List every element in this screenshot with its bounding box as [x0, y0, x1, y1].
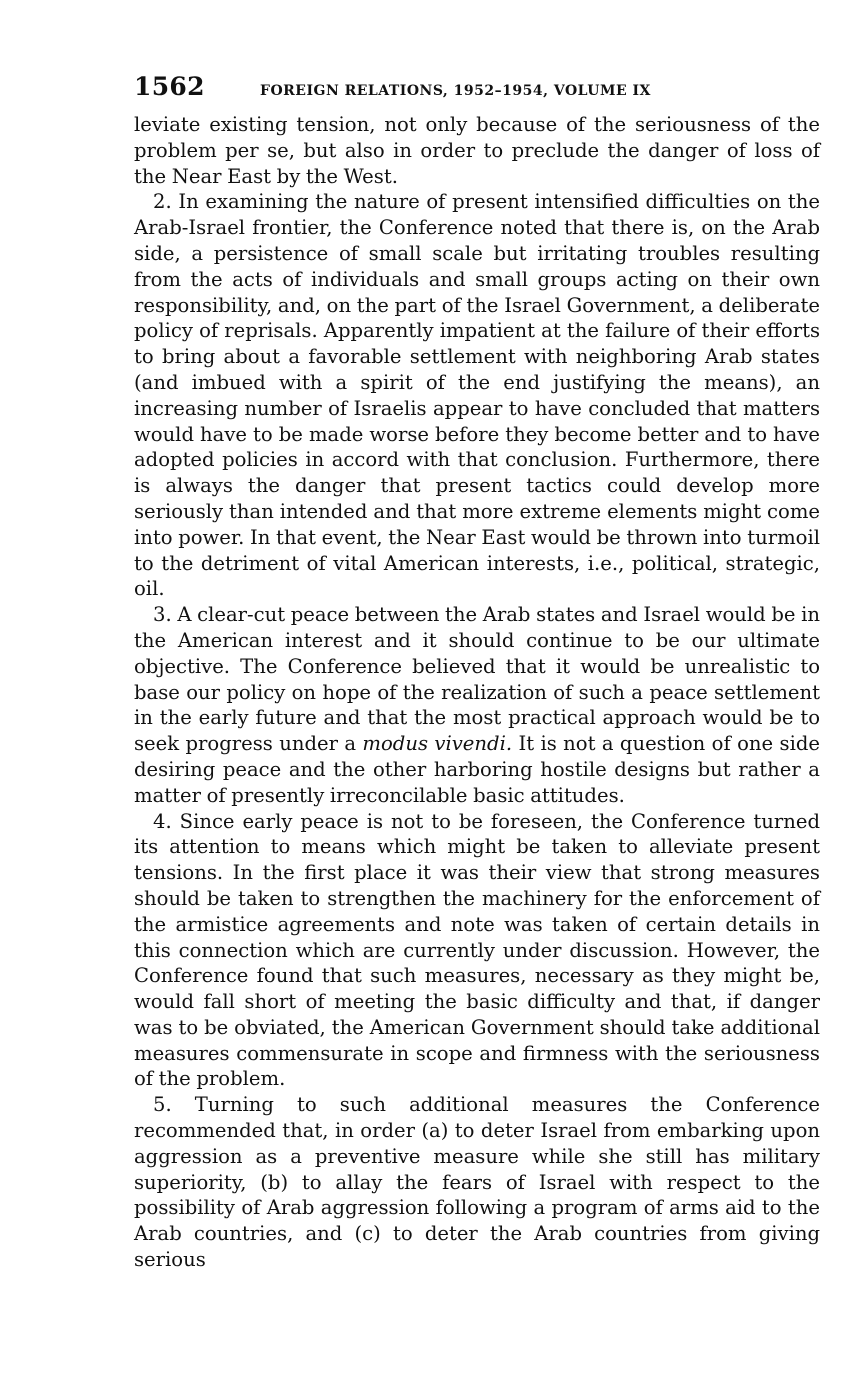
paragraph-4: 4. Since early peace is not to be foreseen, the Conference turned its attention to means which might be taken to alleviate present tensions. In the first place it was their view that strong measures should be taken to strengthen the machinery for the enforcement of the armistice agreements and note was taken of certain details in this connection which are currently under discussion. However, the Conference found that such measures, necessary as they might be, would fall short of meeting the basic difficulty and that, if danger was to be obviated, the American Government should take additional measures commensurate in scope and firmness with the seriousness of the problem.: [134, 809, 820, 1091]
paragraph-3: [134, 602, 820, 808]
page-header: [134, 72, 820, 106]
paragraph-3-text-before: 3. A clear-cut peace between the Arab states and Israel would be in the American interest and it should continue to be our ultimate objective. The Conference believed that it would be unrealistic to base our policy on hope of the realization of such a peace settlement in the early future and that the most practical approach would be to seek progress under a: [134, 603, 820, 756]
document-page: [134, 72, 820, 1273]
running-head: FOREIGN RELATIONS, 1952–1954, VOLUME IX: [260, 83, 651, 99]
paragraph-5: 5. Turning to such additional measures the Conference recommended that, in order (a) to deter Israel from embarking upon aggression as a preventive measure while she still has military superiority, (b) to allay the fears of Israel with respect to the possibility of Arab aggression following a program of arms aid to the Arab countries, and (c) to deter the Arab countries from giving serious: [134, 1093, 820, 1272]
body-text: [134, 112, 820, 1273]
paragraph-2: 2. In examining the nature of present intensified difficulties on the Arab-Israel frontier, the Conference noted that there is, on the Arab side, a persistence of small scale but irritating troubles resulting from the acts of individuals and small groups acting on their own responsibility, and, on the part of the Israel Government, a deliberate policy of reprisals. Apparently impatient at the failure of their efforts to bring about a favorable settlement with neighboring Arab states (and imbued with a spirit of the end justifying the means), an increasing number of Israelis appear to have concluded that matters would have to be made worse before they become better and to have adopted policies in accord with that conclusion. Furthermore, there is always the danger that present tactics could develop more seriously than intended and that more extreme elements might come into power. In that event, the Near East would be thrown into turmoil to the detriment of vital American interests, i.e., political, strategic, oil.: [134, 190, 820, 601]
paragraph-3-text-after: It is not a question of one side desiring peace and the other harboring hostile designs but rather a matter of presently irreconcilable basic attitudes.: [134, 732, 820, 807]
paragraph-continued: leviate existing tension, not only because of the seriousness of the problem per se, but also in order to preclude the danger of loss of the Near East by the West.: [134, 113, 820, 188]
paragraph-3-italic-term: modus vivendi.: [362, 732, 513, 756]
page-number: 1562: [134, 72, 205, 101]
